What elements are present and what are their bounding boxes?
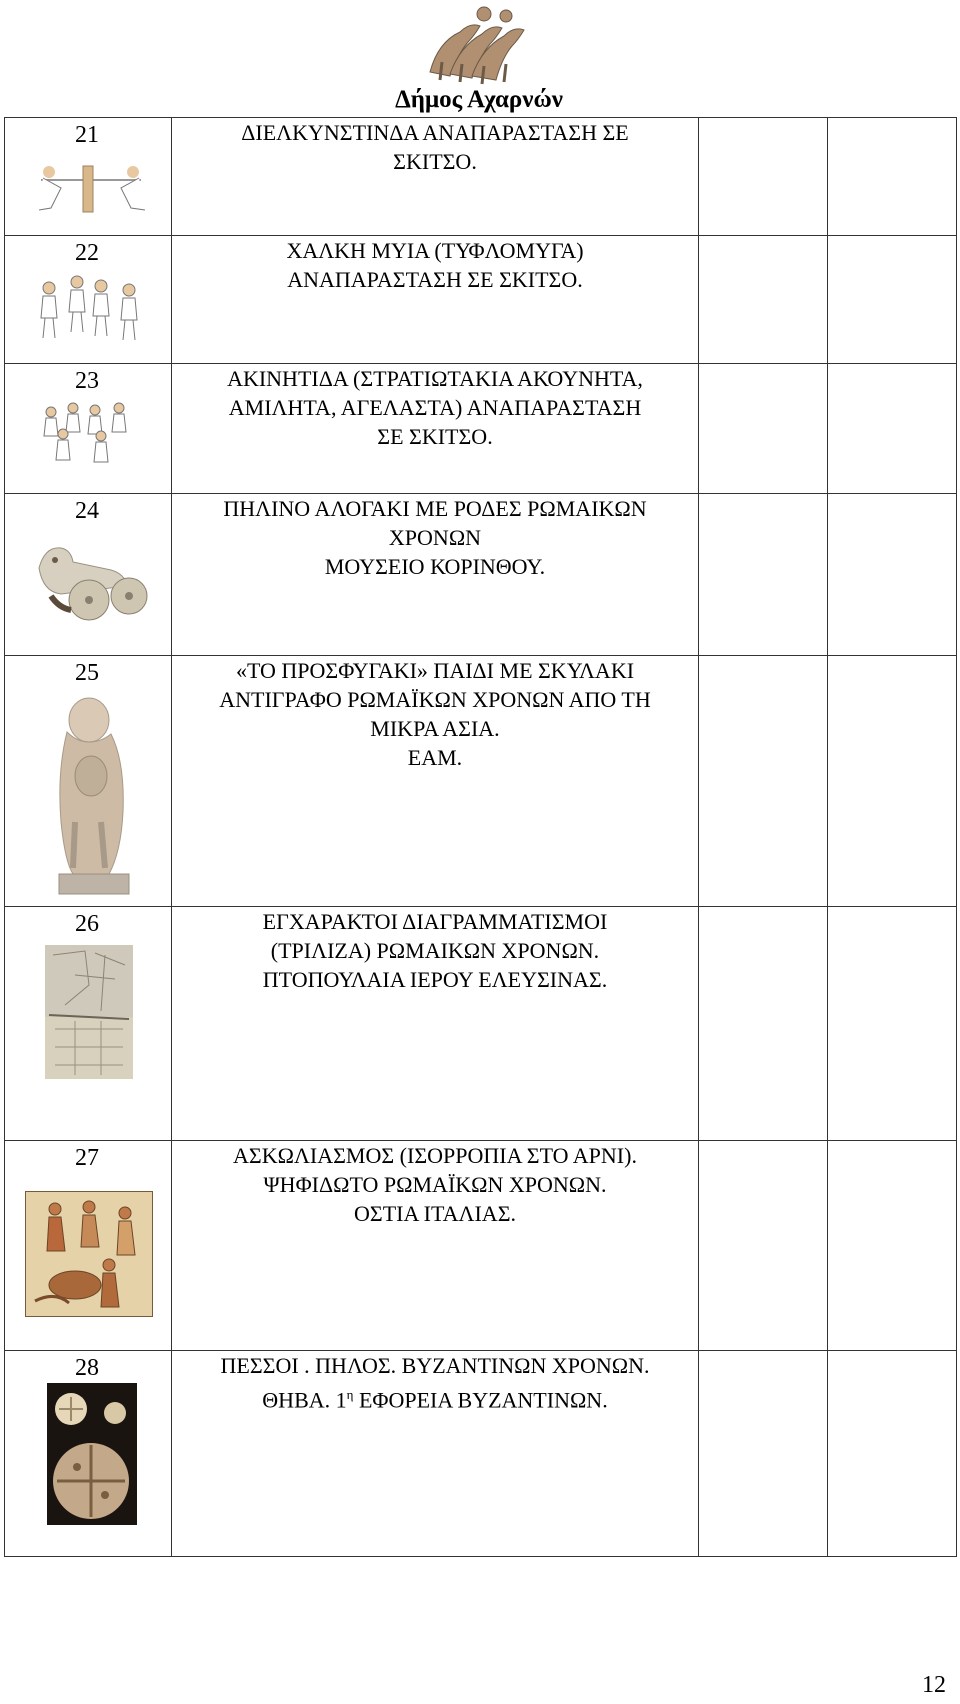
item-number: 21 <box>75 122 99 148</box>
description-cell: ΕΓΧΑΡΑΚΤΟΙ ΔΙΑΓΡΑΜΜΑΤΙΣΜΟΙ (ΤΡΙΛΙΖΑ) ΡΩΜΑΙΚΩΝ ΧΡΟΝΩΝ. ΠΤΟΠΟΥΛΑΙΑ ΙΕΡΟΥ ΕΛΕΥΣΙΝΑΣ. <box>172 907 699 1141</box>
number-cell <box>5 118 172 236</box>
item-number: 23 <box>75 368 99 394</box>
item-number: 25 <box>75 660 99 686</box>
statues-game-sketch-icon <box>39 400 143 466</box>
engraved-stone-grid-icon <box>45 945 133 1079</box>
number-cell <box>5 656 172 907</box>
empty-cell <box>699 494 828 656</box>
clay-game-pieces-icon <box>47 1383 137 1525</box>
empty-cell <box>828 907 957 1141</box>
empty-cell <box>699 236 828 364</box>
item-number: 26 <box>75 911 99 937</box>
description-line: ΘΗΒΑ. $1^\eta$ ΕΦΟΡΕΙΑ ΒΥΖΑΝΤΙΝΩΝ. <box>262 1387 608 1413</box>
number-cell <box>5 1351 172 1557</box>
empty-cell <box>828 494 957 656</box>
table-row <box>5 656 957 907</box>
number-cell <box>5 236 172 364</box>
clay-horse-on-wheels-icon <box>31 540 151 626</box>
tug-of-war-sketch-icon <box>21 158 161 220</box>
table-row <box>5 364 957 494</box>
empty-cell <box>828 236 957 364</box>
empty-cell <box>699 1351 828 1557</box>
number-cell <box>5 494 172 656</box>
municipality-name: Δήμος Αχαρνών <box>395 86 563 113</box>
description-cell: ΧΑΛΚΗ ΜΥΙΑ (ΤΥΦΛΟΜΥΓΑ) ΑΝΑΠΑΡΑΣΤΑΣΗ ΣΕ ΣΚΙΤΣΟ. <box>172 236 699 364</box>
empty-cell <box>699 364 828 494</box>
description-cell: ΠΗΛΙΝΟ ΑΛΟΓΑΚΙ ΜΕ ΡΟΔΕΣ ΡΩΜΑΙΚΩΝ ΧΡΟΝΩΝ ΜΟΥΣΕΙΟ ΚΟΡΙΝΘΟΥ. <box>172 494 699 656</box>
page-header <box>0 0 960 118</box>
empty-cell <box>828 656 957 907</box>
description-cell: ΑΚΙΝΗΤΙΔΑ (ΣΤΡΑΤΙΩΤΑΚΙΑ ΑΚΟΥΝΗΤΑ, ΑΜΙΛΗΤΑ, ΑΓΕΛΑΣΤΑ) ΑΝΑΠΑΡΑΣΤΑΣΗ ΣΕ ΣΚΙΤΣΟ. <box>172 364 699 494</box>
item-number: 22 <box>75 240 99 266</box>
table-row <box>5 236 957 364</box>
item-number: 24 <box>75 498 99 524</box>
table-row <box>5 1351 957 1557</box>
empty-cell <box>699 1141 828 1351</box>
table-row <box>5 494 957 656</box>
chariot-horses-logo-icon <box>420 2 540 88</box>
description-cell: ΔΙΕΛΚΥΝΣΤΙΝΔΑ ΑΝΑΠΑΡΑΣΤΑΣΗ ΣΕ ΣΚΙΤΣΟ. <box>172 118 699 236</box>
empty-cell <box>828 1351 957 1557</box>
page-number: 12 <box>922 1672 946 1698</box>
table-row <box>5 118 957 236</box>
number-cell <box>5 364 172 494</box>
empty-cell <box>828 118 957 236</box>
blind-mans-buff-sketch-icon <box>33 274 147 344</box>
table-row <box>5 907 957 1141</box>
description-cell: «ΤΟ ΠΡΟΣΦΥΓΑΚΙ» ΠΑΙΔΙ ΜΕ ΣΚΥΛΑΚΙ ΑΝΤΙΓΡΑΦΟ ΡΩΜΑΪΚΩΝ ΧΡΟΝΩΝ ΑΠΟ ΤΗ ΜΙΚΡΑ ΑΣΙΑ. ΕΑΜ. <box>172 656 699 907</box>
empty-cell <box>828 1141 957 1351</box>
items-table <box>4 117 957 1557</box>
empty-cell <box>699 907 828 1141</box>
empty-cell <box>699 118 828 236</box>
child-with-puppy-statue-icon <box>51 692 133 898</box>
number-cell <box>5 1141 172 1351</box>
number-cell <box>5 907 172 1141</box>
empty-cell <box>699 656 828 907</box>
item-number: 28 <box>75 1355 99 1381</box>
description-cell: ΑΣΚΩΛΙΑΣΜΟΣ (ΙΣΟΡΡΟΠΙΑ ΣΤΟ ΑΡΝΙ). ΨΗΦΙΔΩΤΟ ΡΩΜΑΪΚΩΝ ΧΡΟΝΩΝ. ΟΣΤΙΑ ΙΤΑΛΙΑΣ. <box>172 1141 699 1351</box>
item-number: 27 <box>75 1145 99 1171</box>
table-row <box>5 1141 957 1351</box>
empty-cell <box>828 364 957 494</box>
roman-mosaic-icon <box>25 1191 153 1317</box>
description-cell: ΠΕΣΣΟΙ . ΠΗΛΟΣ. ΒΥΖΑΝΤΙΝΩΝ ΧΡΟΝΩΝ. ΘΗΒΑ. $1^\eta$ ΕΦΟΡΕΙΑ ΒΥΖΑΝΤΙΝΩΝ. <box>172 1351 699 1557</box>
